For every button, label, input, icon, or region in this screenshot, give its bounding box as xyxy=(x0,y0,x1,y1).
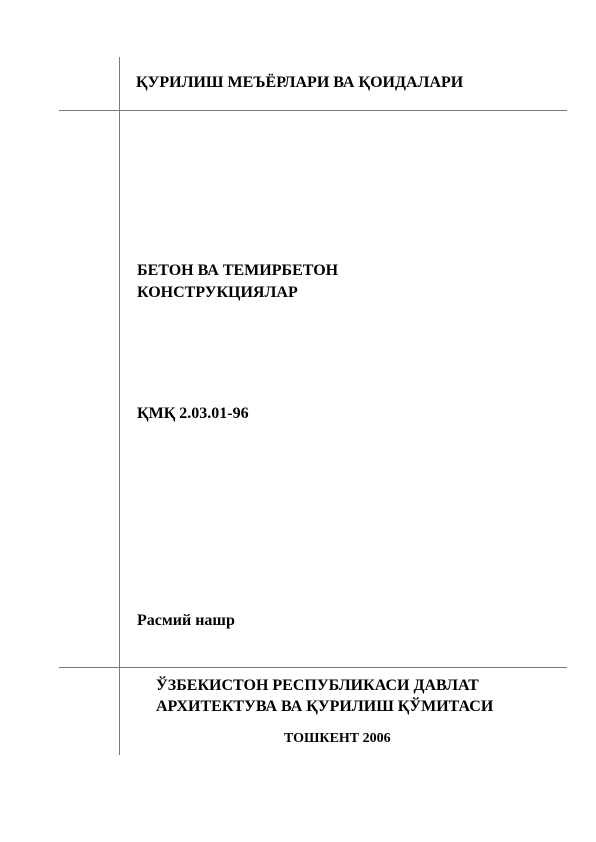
publisher-line-1: ЎЗБЕКИСТОН РЕСПУБЛИКАСИ ДАВЛАТ xyxy=(156,677,479,694)
top-horizontal-rule xyxy=(59,110,567,111)
edition-label: Расмий нашр xyxy=(137,612,235,629)
document-title-line-1: БЕТОН ВА ТЕМИРБЕТОН xyxy=(137,262,339,279)
series-title: ҚУРИЛИШ МЕЪЁРЛАРИ ВА ҚОИДАЛАРИ xyxy=(136,74,464,91)
bottom-horizontal-rule xyxy=(59,667,567,668)
document-title xyxy=(137,260,338,304)
document-code: ҚМҚ 2.03.01-96 xyxy=(137,405,249,422)
publisher xyxy=(156,675,493,717)
document-title-line-2: КОНСТРУКЦИЯЛАР xyxy=(137,284,298,301)
publisher-line-2: АРХИТЕКТУВА ВА ҚУРИЛИШ ҚЎМИТАСИ xyxy=(156,698,494,715)
city-year: ТОШКЕНТ 2006 xyxy=(284,731,391,746)
vertical-rule xyxy=(119,57,120,755)
